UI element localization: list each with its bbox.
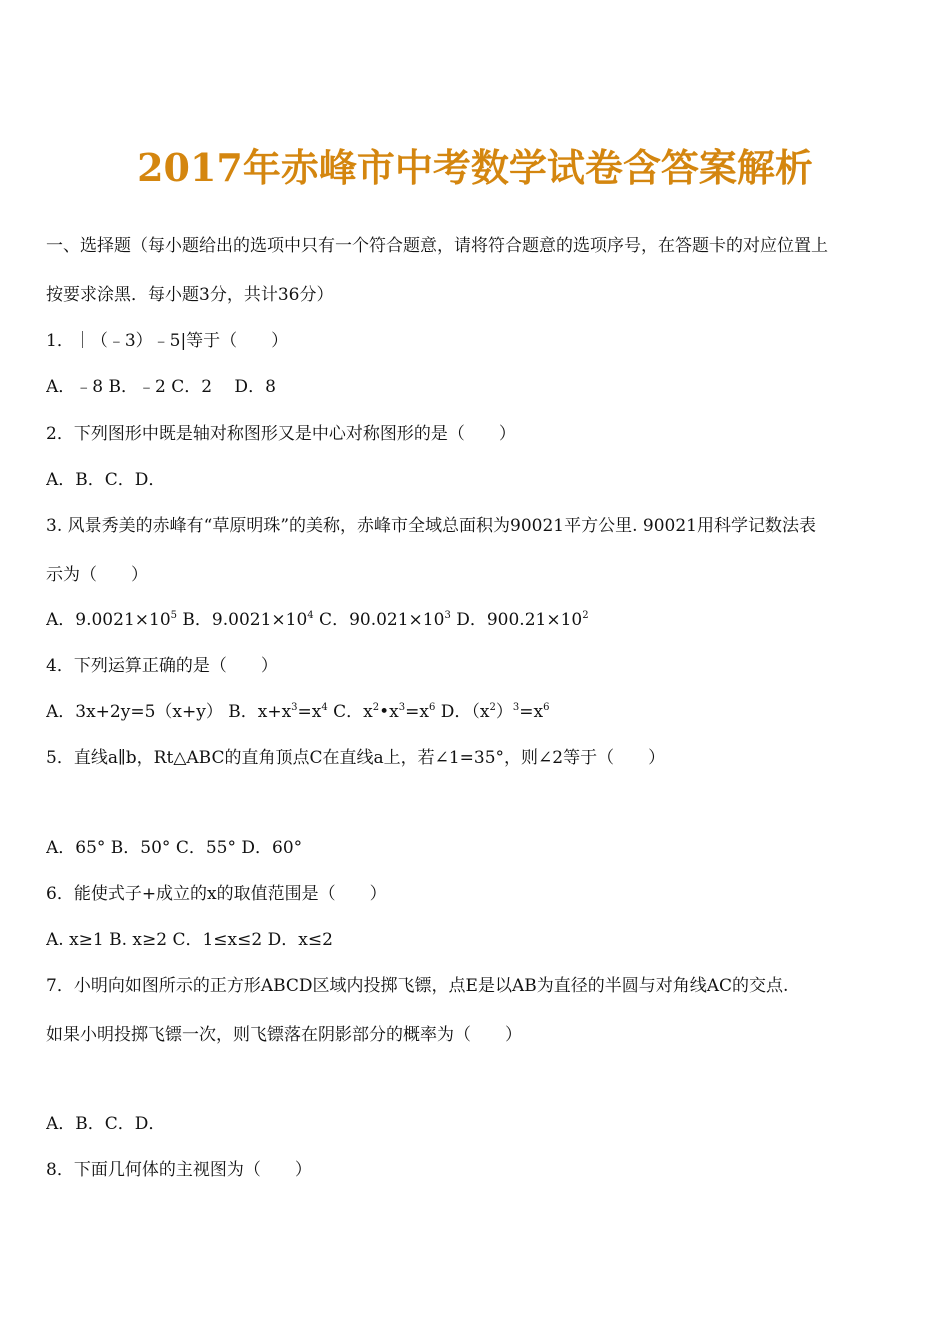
exponent: 5 — [170, 610, 178, 621]
exponent: 2 — [372, 702, 380, 713]
question-2-stem: 2．下列图形中既是轴对称图形又是中心对称图形的是（ ） — [46, 424, 516, 444]
question-6-options: A. x≥1 B. x≥2 C．1≤x≤2 D．x≤2 — [46, 930, 333, 950]
exponent: 3 — [512, 702, 520, 713]
exponent: 2 — [582, 610, 589, 621]
question-4-option-c: C．x — [327, 702, 373, 722]
exponent: 3 — [444, 610, 451, 621]
exponent: 4 — [321, 702, 328, 713]
question-4-option-b-mid: =x — [297, 702, 322, 722]
question-3-option-d: D．900.21×10 — [450, 610, 583, 630]
question-4-option-c-eq: =x — [405, 702, 429, 722]
question-4-stem: 4．下列运算正确的是（ ） — [46, 656, 278, 676]
question-3-stem-line-2: 示为（ ） — [46, 565, 148, 585]
question-1-options: A．﹣8 B．﹣2 C．2 D．8 — [46, 377, 276, 397]
question-6-stem: 6．能使式子+成立的x的取值范围是（ ） — [46, 884, 387, 904]
exponent: 3 — [291, 702, 298, 713]
question-8-stem: 8．下面几何体的主视图为（ ） — [46, 1160, 312, 1180]
question-4-option-d-close: ） — [495, 702, 513, 722]
question-3-options — [46, 606, 916, 634]
question-1-stem: 1．｜（﹣3）﹣5|等于（ ） — [46, 331, 289, 351]
question-3-stem-line-1: 3. 风景秀美的赤峰有“草原明珠”的美称，赤峰市全域总面积为90021平方公里. 90021用科学记数法表 — [46, 516, 816, 536]
section-header-line-2: 按要求涂黑．每小题3分，共计36分） — [46, 285, 334, 305]
question-3-option-c: C．90.021×10 — [313, 610, 445, 630]
question-5-options: A．65° B．50° C．55° D．60° — [46, 838, 303, 858]
question-4-option-d: D．（x — [435, 702, 490, 722]
question-4-options — [46, 698, 916, 726]
question-7-options: A．B．C．D． — [46, 1114, 166, 1134]
question-7-stem-line-2: 如果小明投掷飞镖一次，则飞镖落在阴影部分的概率为（ ） — [46, 1025, 522, 1045]
exponent: 6 — [543, 702, 550, 713]
question-4-option-c-mid: •x — [379, 702, 399, 722]
question-5-stem: 5．直线a∥b，Rt△ABC的直角顶点C在直线a上，若∠1=35°，则∠2等于（ ） — [46, 748, 666, 768]
question-7-stem-line-1: 7．小明向如图所示的正方形ABCD区域内投掷飞镖，点E是以AB为直径的半圆与对角线AC的交点. — [46, 976, 789, 996]
question-4-option-d-eq: =x — [519, 702, 544, 722]
exponent: 3 — [398, 702, 406, 713]
exponent: 6 — [428, 702, 436, 713]
question-4-option-a: A．3x+2y=5（x+y） B．x+x — [46, 702, 292, 722]
question-2-options: A．B．C．D． — [46, 470, 166, 490]
question-3-option-a: A．9.0021×10 — [46, 610, 171, 630]
page-title: 2017年赤峰市中考数学试卷含答案解析 — [137, 145, 813, 190]
exponent: 4 — [307, 610, 314, 621]
exponent: 2 — [489, 702, 496, 713]
question-3-option-b: B．9.0021×10 — [177, 610, 308, 630]
section-header-line-1: 一、选择题（每小题给出的选项中只有一个符合题意，请将符合题意的选项序号，在答题卡的对应位置上 — [46, 236, 828, 256]
